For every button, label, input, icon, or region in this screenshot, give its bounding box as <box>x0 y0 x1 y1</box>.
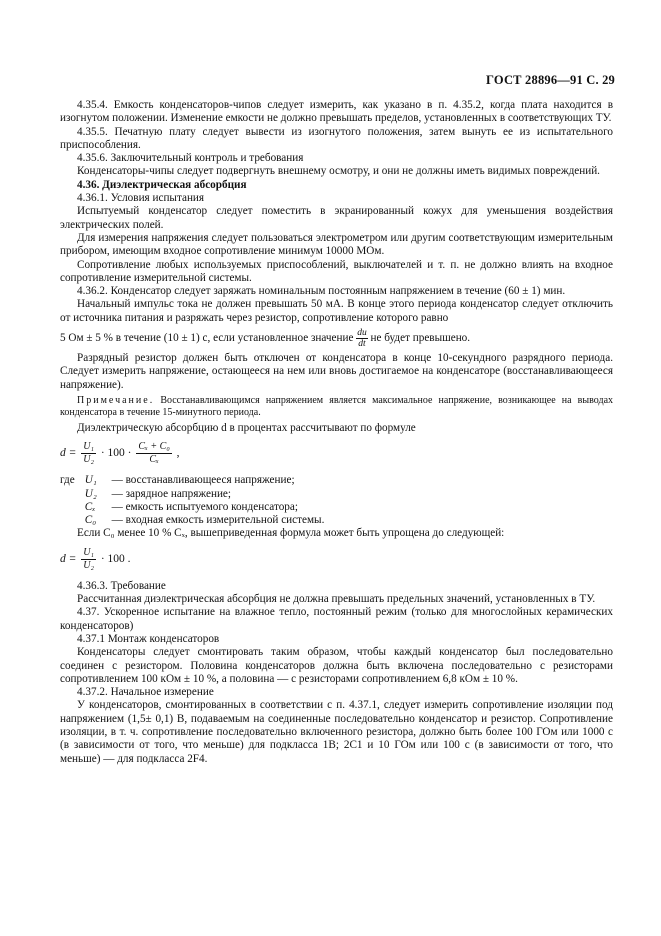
formula-2 <box>60 547 613 572</box>
formula-1-u2: U₂ <box>83 454 94 466</box>
formula-2-u1: U₁ <box>83 546 94 558</box>
para-4-37-1-title: 4.37.1 Монтаж конденсаторов <box>77 632 220 645</box>
definition-cx-text: — емкость испытуемого конденсатора; <box>111 500 298 513</box>
para-4-36-1-c: Сопротивление любых используемых приспособлений, выключателей и т. п. не должно влиять на входное сопротивление измерительной системы. <box>60 258 613 284</box>
dt-denominator: dt <box>358 339 366 350</box>
formula-1 <box>60 441 613 466</box>
definition-cx <box>60 501 613 514</box>
formula-2-tail: · 100 . <box>100 552 131 565</box>
note-label: Примечание. <box>77 394 155 406</box>
definition-c0-text: — входная емкость измерительной системы. <box>111 514 325 527</box>
para-4-36-2-b: Начальный импульс тока не должен превышать 50 мА. В конце этого периода конденсатор следует отключить от источника питания и разряжать через резистор, сопротивление которого равно <box>60 298 613 324</box>
para-4-36-2-c-post: не будет превышено. <box>370 332 471 345</box>
formula-1-mid: · 100 · <box>100 447 132 460</box>
du-numerator: du <box>357 328 367 339</box>
para-4-37-2-title: 4.37.2. Начальное измерение <box>77 686 214 699</box>
document-body <box>60 99 613 766</box>
formula-1-tail: , <box>176 447 180 460</box>
definition-u1-text: — восстанавливающееся напряжение; <box>111 474 295 487</box>
symbol-u1: U₁ <box>84 474 97 487</box>
para-4-35-4: 4.35.4. Емкость конденсаторов-чипов следует измерить, как указано в п. 4.35.2, когда плата находится в изогнутом положении. Изменение емкости не должно превышать пределов, установленных в соответствующих ТУ. <box>60 99 613 125</box>
definition-u1 <box>60 474 613 487</box>
formula-1-cx-c0: Cₓ + C₀ <box>138 441 170 453</box>
symbol-cx: Cₓ <box>84 500 96 513</box>
definition-u2 <box>60 488 613 501</box>
para-4-36-2-c <box>60 328 613 349</box>
formula-1-cx: Cₓ <box>149 454 159 466</box>
para-4-36-2: 4.36.2. Конденсатор следует заряжать номинальным постоянным напряжением в течение (60 ± 1) мин. <box>77 285 566 298</box>
para-4-35-6-text: Конденсаторы-чипы следует подвергнуть внешнему осмотру, и они не должны иметь видимых повреждений. <box>77 165 600 178</box>
du-dt-fraction <box>356 328 368 349</box>
where-word: где <box>60 474 75 487</box>
section-4-36-heading: 4.36. Диэлектрическая абсорбция <box>77 178 247 191</box>
note-text: Восстанавливающимся напряжением является максимальное напряжение, возникающее на выводах конденсатора в течение 15-минутного периода. <box>60 394 614 418</box>
para-4-36-1-title: 4.36.1. Условия испытания <box>77 192 205 205</box>
para-4-37-title: 4.37. Ускоренное испытание на влажное тепло, постоянный режим (только для многослойных керамических конденсаторов) <box>60 606 613 632</box>
para-4-36-3-title: 4.36.3. Требование <box>77 579 166 592</box>
symbol-c0: C₀ <box>84 514 97 527</box>
para-4-35-5: 4.35.5. Печатную плату следует вывести из изогнутого положения, затем вынуть ее из испытательного приспособления. <box>60 125 613 151</box>
para-4-36-1-b: Для измерения напряжения следует пользоваться электрометром или другим соответствующим измерительным прибором, имеющим входное сопротивление минимум 10000 МОм. <box>60 231 613 258</box>
note <box>60 395 613 419</box>
formula-2-frac <box>81 547 96 572</box>
definition-u2-text: — зарядное напряжение; <box>111 487 232 500</box>
symbol-definitions <box>60 474 613 527</box>
symbol-u2: U₂ <box>84 487 97 500</box>
formula-1-frac-c <box>136 441 171 466</box>
para-4-37-2-text: У конденсаторов, смонтированных в соответствии с п. 4.37.1, следует измерить сопротивление изоляции под напряжением (1,5± 0,1) В, подаваемым на соединенные последовательно конденсатор и резистор. Сопротивление изоляции, в т. ч. сопротивление последовательно включенного резистора, должно быть более 100 ГОм или 1000 с (в зависимости от того, что меньше) для подкласса 1В; 2С1 и 10 ГОм или 100 с (в зависимости от того, что меньше) — для подкласса 2F4. <box>60 699 613 765</box>
para-4-36-2-d: Разрядный резистор должен быть отключен от конденсатора в конце 10-секундного разрядного периода. Следует измерить напряжение, остающееся на нем или вновь достигаемое на конденсаторе (восстанавливающееся напряжение). <box>60 352 613 391</box>
para-4-36-3-text: Рассчитанная диэлектрическая абсорбция не должна превышать предельных значений, установленных в ТУ. <box>77 593 596 606</box>
para-4-36-1-a: Испытуемый конденсатор следует поместить в экранированный кожух для уменьшения воздействия электрических полей. <box>60 205 613 231</box>
formula-2-u2: U₂ <box>83 559 94 571</box>
para-4-35-6-title: 4.35.6. Заключительный контроль и требования <box>77 152 304 165</box>
para-formula-intro: Диэлектрическую абсорбцию d в процентах рассчитывают по формуле <box>77 421 416 434</box>
formula-1-frac-u <box>81 441 96 466</box>
formula-1-lhs: d = <box>60 447 77 460</box>
page-header: ГОСТ 28896—91 С. 29 <box>486 73 615 87</box>
para-simplification: Если C₀ менее 10 % Cₓ, вышеприведенная формула может быть упрощена до следующей: <box>77 527 505 540</box>
para-4-37-1-text: Конденсаторы следует смонтировать таким образом, чтобы каждый конденсатор был последовательно соединен с резистором. Половина конденсаторов должна быть включена последовательно с резисторами сопротивлением 100 кОм ± 10 %, а половина — с резисторами сопротивлением 6,8 кОм ± 10 %. <box>60 646 613 685</box>
para-4-36-2-c-pre: 5 Ом ± 5 % в течение (10 ± 1) с, если установленное значение <box>60 332 354 345</box>
formula-1-u1: U₁ <box>83 441 94 453</box>
formula-2-lhs: d = <box>60 552 77 565</box>
definition-c0 <box>60 514 613 527</box>
